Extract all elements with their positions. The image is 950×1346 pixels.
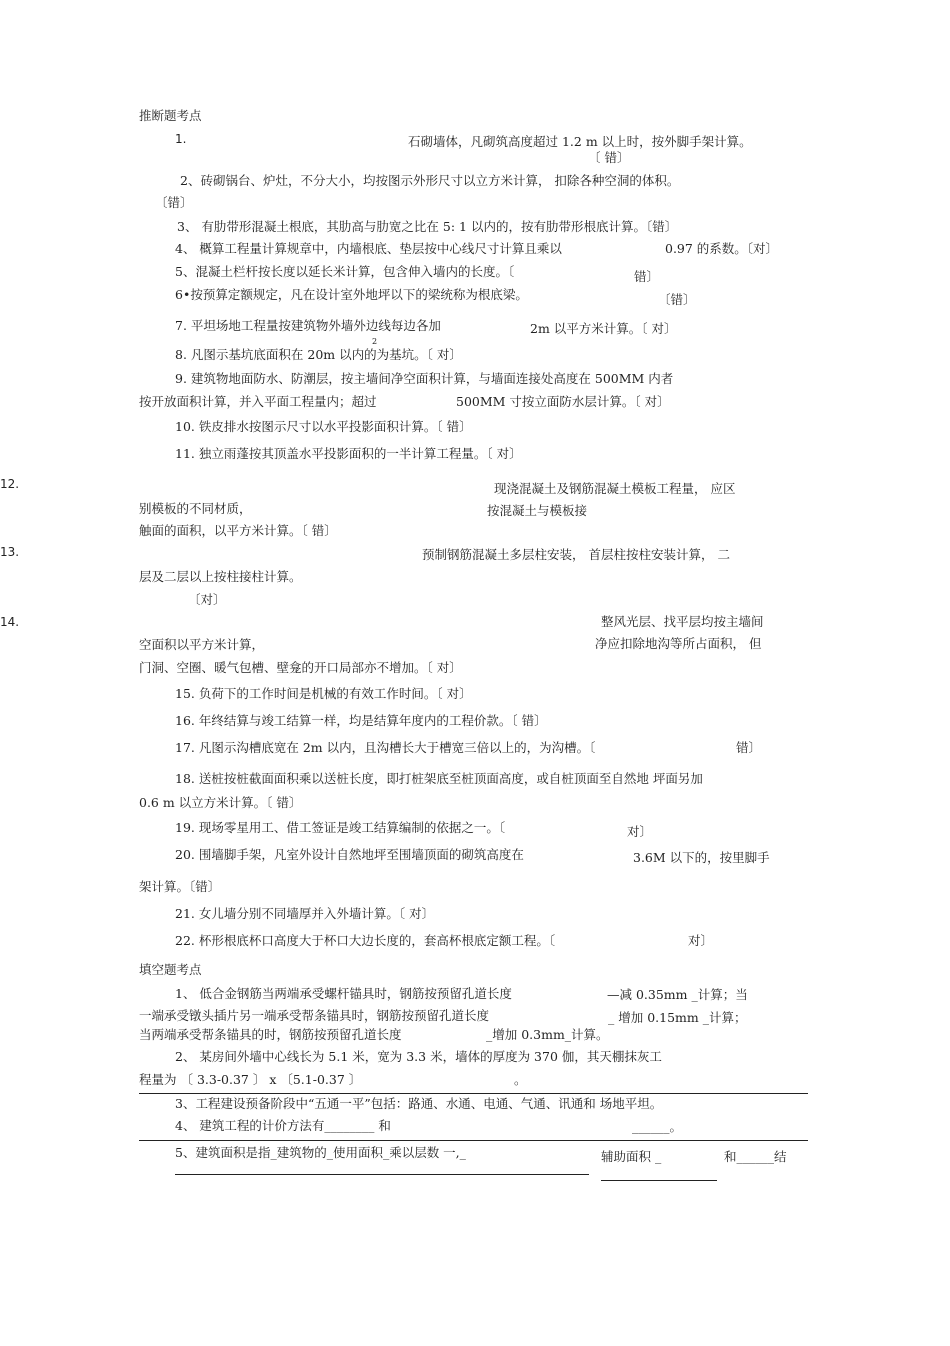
q13-answer: 〔对〕 [188,592,226,607]
q14-line3: 门洞、空圈、暖气包槽、壁龛的开口局部亦不增加。〔 对〕 [139,660,462,675]
q22-answer: 对〕 [688,933,714,948]
q2-text: 2、砖砌锅台、炉灶，不分大小，均按图示外形尺寸以立方米计算， 扣除各种空洞的体积。 [180,173,680,188]
q14-right2: 净应扣除地沟等所占面积， 但 [595,636,762,651]
q12-right2: 按混凝土与模板接 [487,503,588,518]
q9-line1: 9. 建筑物地面防水、防潮层，按主墙间净空面积计算，与墙面连接处高度在 500MM 内者 [175,371,674,386]
q19-text: 19. 现场零星用工、借工签证是竣工结算编制的依据之一。〔 [175,820,506,835]
divider-line-2 [139,1140,808,1141]
q20-tail: 3.6M 以下的，按里脚手 [633,850,770,865]
q12-number: 12. [0,477,20,491]
q18-line2: 0.6 m 以立方米计算。〔 错〕 [139,795,302,810]
q20-line2: 架计算。〔错〕 [139,879,221,894]
q14-left2: 空面积以平方米计算， [139,637,265,652]
f1-line1-tail: —减 0.35mm _计算；当 [607,987,748,1002]
q7-text: 7. 平坦场地工程量按建筑物外墙外边线每边各加 [175,318,441,333]
f5-underline-left [175,1174,589,1175]
q9-line2-tail: 500MM 寸按立面防水层计算。〔 对〕 [456,394,670,409]
q15-text: 15. 负荷下的工作时间是机械的有效工作时间。〔 对〕 [175,686,472,701]
q16-text: 16. 年终结算与竣工结算一样，均是结算年度内的工程价款。〔 错〕 [175,713,547,728]
q14-right1: 整风光层、找平层均按主墙间 [601,614,764,629]
f1-line2: 一端承受镦头插片另一端承受帮条锚具时，钢筋按预留孔道长度 [139,1008,490,1023]
q10-text: 10. 铁皮排水按图示尺寸以水平投影面积计算。〔 错〕 [175,419,472,434]
f4-text: 4、 建筑工程的计价方法有________ 和 [175,1118,391,1133]
f4-tail: ______。 [632,1119,683,1134]
q13-line2: 层及二层以上按柱接柱计算。 [139,569,302,584]
q12-line3: 触面的面积，以平方米计算。〔 错〕 [139,523,337,538]
q2-answer: 〔错〕 [155,195,193,210]
q21-text: 21. 女儿墙分别不同墙厚并入外墙计算。〔 对〕 [175,906,435,921]
f2-line1: 2、 某房间外墙中心线长为 5.1 米，宽为 3.3 米，墙体的厚度为 370 伽，其天棚抹灰工 [175,1049,662,1064]
q6-answer: 〔错〕 [658,292,696,307]
section-heading-fill: 填空题考点 [139,962,202,977]
q11-text: 11. 独立雨蓬按其顶盖水平投影面积的一半计算工程量。〔 对〕 [175,446,522,461]
q12-right1: 现浇混凝土及钢筋混凝土模板工程量， 应区 [494,481,736,496]
q8-text: 8. 凡图示基坑底面积在 20m 以内的为基坑。〔 对〕 [175,347,462,362]
q7-tail: 2m 以平方米计算。〔 对〕 [530,321,677,336]
q14-number: 14. [0,615,20,629]
f2-line2: 程量为 〔 3.3-0.37 〕 x 〔5.1-0.37 〕 [139,1072,362,1087]
q20-text: 20. 围墙脚手架，凡室外设计自然地坪至围墙顶面的砌筑高度在 [175,847,524,862]
f5-underline-right [601,1180,717,1181]
q1-number: 1. [175,132,187,146]
f5-text: 5、建筑面积是指_建筑物的_使用面积_乘以层数 一,_ [175,1145,466,1160]
f5-tail: 和______结 [724,1149,787,1164]
section-heading-judge: 推断题考点 [139,108,202,123]
f1-line3-tail: _增加 0.3mm_计算。 [486,1027,609,1042]
f3-text: 3、工程建设预备阶段中“五通一平”包括：路通、水通、电通、气通、讯通和 场地平坦。 [175,1096,663,1111]
q6-text: 6•按预算定额规定，凡在设计室外地坪以下的梁统称为根底梁。 [175,287,528,302]
q22-text: 22. 杯形根底杯口高度大于杯口大边长度的，套高杯根底定额工程。〔 [175,933,556,948]
q12-left2: 别模板的不同材质， [139,501,252,516]
q19-answer: 对〕 [627,824,653,839]
f1-line1: 1、 低合金钢筋当两端承受螺杆锚具时，钢筋按预留孔道长度 [175,986,512,1001]
q5-text: 5、混凝土栏杆按长度以延长米计算，包含伸入墙内的长度。〔 [175,264,515,279]
f2-dot: 。 [514,1072,527,1087]
q9-line2: 按开放面积计算，并入平面工程量内；超过 [139,394,377,409]
q17-answer: 错〕 [736,740,762,755]
q1-answer: 〔 错〕 [588,150,630,165]
q13-number: 13. [0,545,20,559]
q13-right1: 预制钢筋混凝土多层柱安装， 首层柱按柱安装计算， 二 [422,547,730,562]
q17-text: 17. 凡图示沟槽底宽在 2m 以内，且沟槽长大于槽宽三倍以上的，为沟槽。〔 [175,740,596,755]
q5-answer: 错〕 [634,269,660,284]
divider-line-1 [139,1093,808,1094]
q18-line1: 18. 送桩按桩截面面积乘以送桩长度，即打桩架底至桩顶面高度，或自桩顶面至自然地 坪面另加 [175,771,703,786]
q4-tail: 0.97 的系数。〔对〕 [665,241,779,256]
q7-superscript: 2 [372,337,378,346]
f5-mid: 辅助面积 _ [601,1149,662,1164]
f1-line2-tail: _ 增加 0.15mm _计算； [608,1010,747,1025]
f1-line3: 当两端承受帮条锚具的时，钢筋按预留孔道长度 [139,1027,402,1042]
q3-text: 3、 有肋带形混凝土根底，其肋高与肋宽之比在 5: 1 以内的，按有肋带形根底计算。〔错〕 [177,219,678,234]
q4-text: 4、 概算工程量计算规章中，内墙根底、垫层按中心线尺寸计算且乘以 [175,241,562,256]
q1-text: 石砌墙体，凡砌筑高度超过 1.2 m 以上时，按外脚手架计算。 [408,134,752,149]
